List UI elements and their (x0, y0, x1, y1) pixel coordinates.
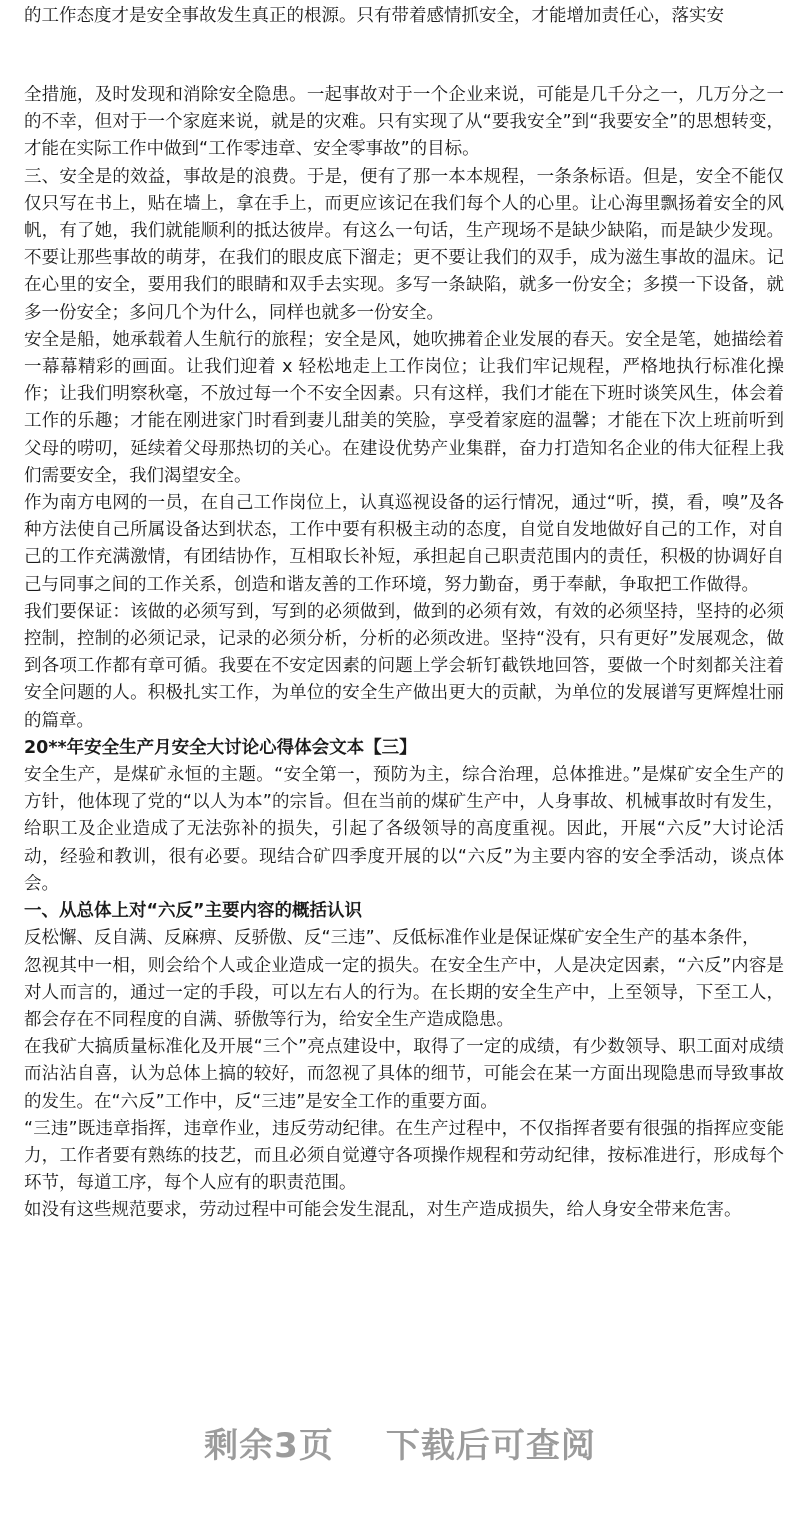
paragraph: 全措施，及时发现和消除安全隐患。一起事故对于一个企业来说，可能是几千分之一，几万分之一的不幸，但对于一个家庭来说，就是的灾难。只有实现了从“要我安全”到“我要安全”的思想转变，才能在实际工作中做到“工作零违章、安全零事故”的目标。 (24, 85, 784, 160)
paragraph: 在我矿大搞质量标准化及开展“三个”亮点建设中，取得了一定的成绩，有少数领导、职工面对成绩而沾沾自喜，认为总体上搞的较好，而忽视了具体的细节，可能会在某一方面出现隐患而导致事故的发生。在“六反”工作中，反“三违”是安全工作的重要方面。 (24, 1037, 784, 1112)
document-body (24, 82, 784, 1225)
page-top-fragment: 的工作态度才是安全事故发生真正的根源。只有带着感情抓安全，才能增加责任心，落实安 (24, 6, 724, 26)
download-banner[interactable] (0, 1418, 800, 1467)
paragraph: 反松懈、反自满、反麻痹、反骄傲、反“三违”、反低标准作业是保证煤矿安全生产的基本条件， (24, 928, 760, 949)
section-heading: 一、从总体上对“六反”主要内容的概括认识 (24, 901, 363, 922)
section-heading: 20**年安全生产月安全大讨论心得体会文本【三】 (24, 737, 417, 758)
download-to-view-label[interactable]: 下载后可查阅 (385, 1426, 596, 1466)
paragraph: 我们要保证：该做的必须写到，写到的必须做到，做到的必须有效，有效的必须坚持，坚持的必须控制，控制的必须记录，记录的必须分析，分析的必须改进。坚持“没有，只有更好”发展观念，做到各项工作都有章可循。我要在不安定因素的问题上学会斩钉截铁地回答，要做一个时刻都关注着安全问题的人。积极扎实工作，为单位的安全生产做出更大的贡献，为单位的发展谱写更辉煌壮丽的篇章。 (24, 601, 784, 731)
paragraph: “三违”既违章指挥，违章作业，违反劳动纪律。在生产过程中，不仅指挥者要有很强的指挥应变能力，工作者要有熟练的技艺，而且必须自觉遵守各项操作规程和劳动纪律，按标准进行，形成每个环节，每道工序，每个人应有的职责范围。 (24, 1118, 784, 1194)
paragraph: 安全生产，是煤矿永恒的主题。“安全第一，预防为主，综合治理，总体推进。”是煤矿安全生产的方针，他体现了党的“以人为本”的宗旨。但在当前的煤矿生产中，人身事故、机械事故时有发生，给职工及企业造成了无法弥补的损失，引起了各级领导的高度重视。因此，开展“六反”大讨论活动，经验和教训，很有必要。现结合矿四季度开展的以“六反”为主要内容的安全季活动，谈点体会。 (24, 765, 784, 894)
paragraph: 忽视其中一相，则会给个人或企业造成一定的损失。在安全生产中，人是决定因素，“六反”内容是对人而言的，通过一定的手段，可以左右人的行为。在长期的安全生产中，上至领导，下至工人，都会存在不同程度的自满、骄傲等行为，给安全生产造成隐患。 (24, 955, 784, 1030)
paragraph: 安全是船，她承载着人生航行的旅程；安全是风，她吹拂着企业发展的春天。安全是笔，她描绘着一幕幕精彩的画面。让我们迎着 x 轻松地走上工作岗位；让我们牢记规程，严格地执行标准化操作；让我们明察秋毫，不放过每一个不安全因素。只有这样，我们才能在下班时谈笑风生，体会着工作的乐趣；才能在刚进家门时看到妻儿甜美的笑脸，享受着家庭的温馨；才能在下次上班前听到父母的唠叨，延续着父母那热切的关心。在建设优势产业集群，奋力打造知名企业的伟大征程上我们需要安全，我们渴望安全。 (24, 329, 784, 486)
remaining-pages-label: 剩余3页 (204, 1426, 334, 1466)
paragraph: 作为南方电网的一员，在自己工作岗位上，认真巡视设备的运行情况，通过“听，摸，看，嗅”及各种方法使自己所属设备达到状态，工作中要有积极主动的态度，自觉自发地做好自己的工作，对自己的工作充满激情，有团结协作，互相取长补短，承担起自己职责范围内的责任，积极的协调好自己与同事之间的工作关系，创造和谐友善的工作环境，努力勤奋，勇于奉献，争取把工作做得。 (24, 493, 784, 595)
paragraph: 三、安全是的效益，事故是的浪费。于是，便有了那一本本规程，一条条标语。但是，安全不能仅仅只写在书上，贴在墙上，拿在手上，而更应该记在我们每个人的心里。让心海里飘扬着安全的风帆，有了她，我们就能顺利的抵达彼岸。有这么一句话，生产现场不是缺少缺陷，而是缺少发现。不要让那些事故的萌芽，在我们的眼皮底下溜走；更不要让我们的双手，成为滋生事故的温床。记在心里的安全，要用我们的眼睛和双手去实现。多写一条缺陷，就多一份安全；多摸一下设备，就多一份安全；多问几个为什么，同样也就多一份安全。 (24, 166, 784, 323)
paragraph: 如没有这些规范要求，劳动过程中可能会发生混乱，对生产造成损失，给人身安全带来危害。 (24, 1200, 742, 1221)
